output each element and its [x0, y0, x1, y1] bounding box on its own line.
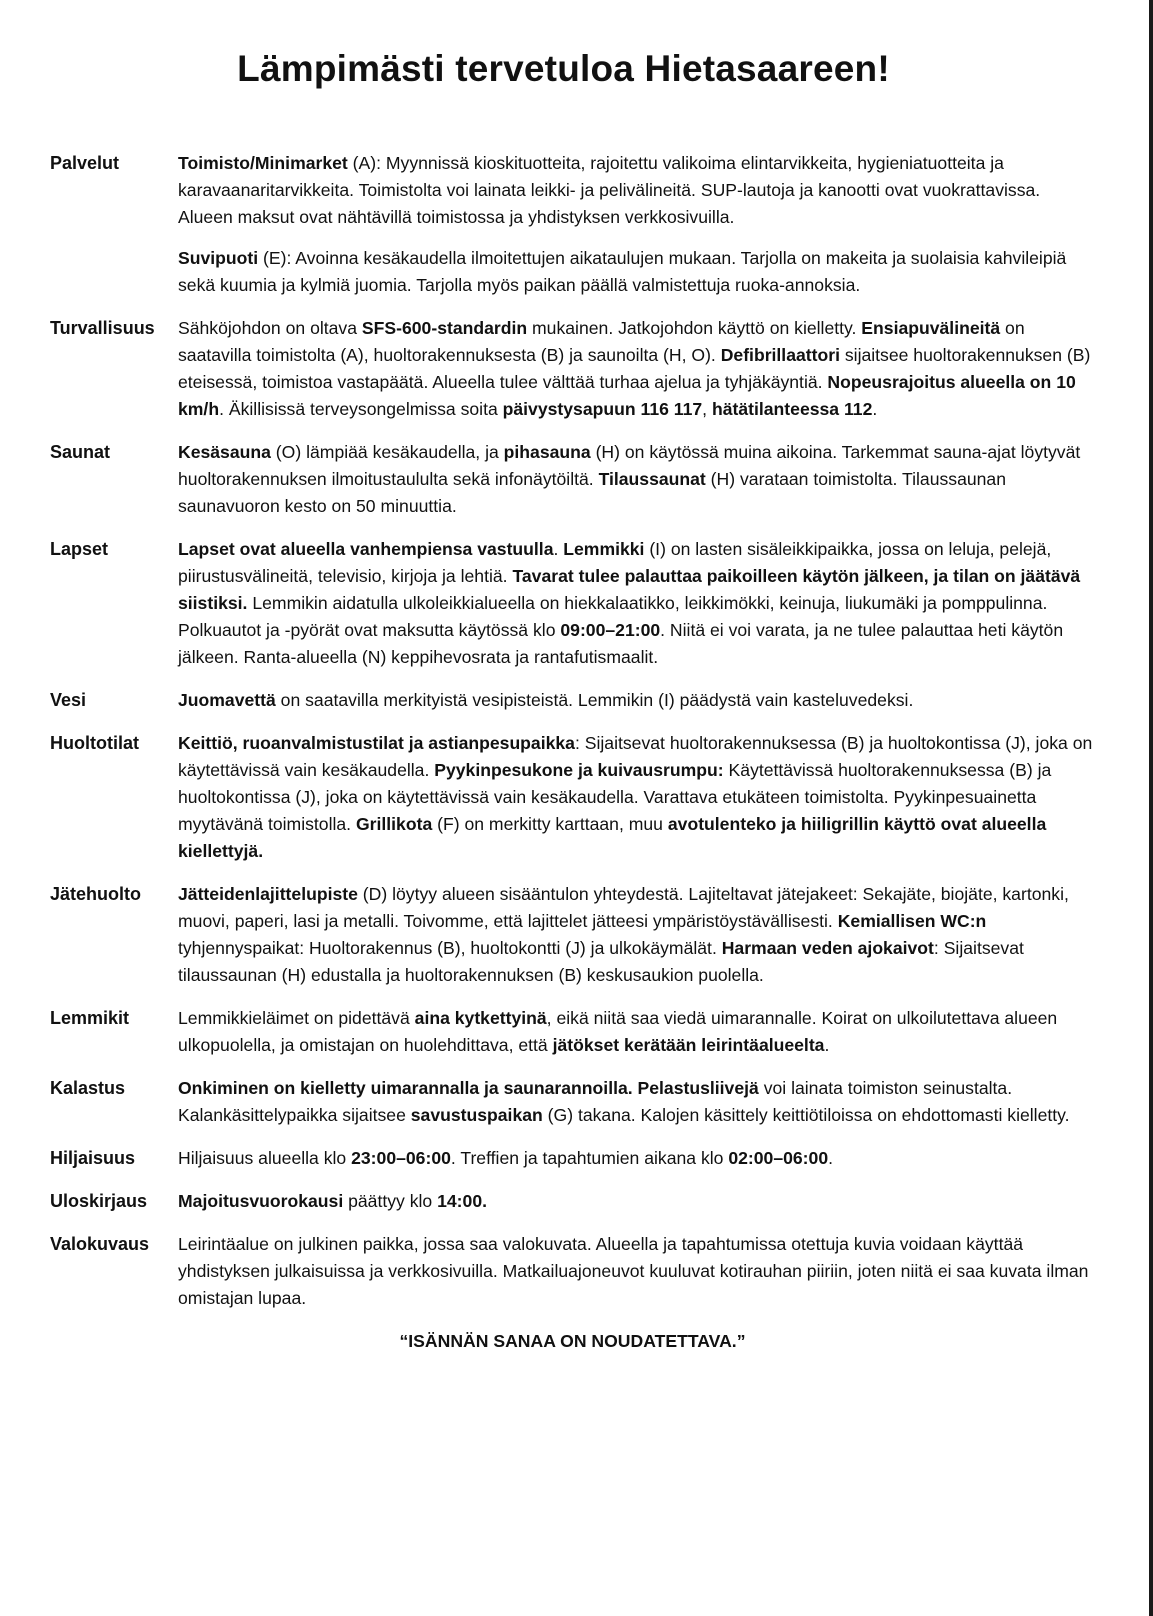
- bold-text: Keittiö, ruoanvalmistustilat ja astianpesupaikka: [178, 733, 575, 753]
- text-run: Lemmikin aidatulla ulkoleikkialueella on hiekkalaatikko, leikkimökki, keinuja, liukumäki ja pomppulinna. Polkuautot ja -pyörät ovat maksutta käytössä klo: [178, 593, 1048, 640]
- rule-section: [50, 315, 1095, 423]
- text-run: .: [828, 1148, 833, 1168]
- section-body: [178, 1231, 1095, 1312]
- rule-section: [50, 730, 1095, 865]
- bold-text: Harmaan veden ajokaivot: [721, 938, 934, 958]
- text-run: mukainen. Jatkojohdon käyttö on kielletty.: [527, 318, 862, 338]
- bold-text: 09:00–21:00: [560, 620, 661, 640]
- section-body: [178, 730, 1095, 865]
- rule-section: [50, 1231, 1095, 1312]
- text-run: (I) on lasten sisäleikkipaikka, jossa on leluja, pelejä, piirustusvälineitä, televisio, kirjoja ja lehtiä.: [178, 539, 1052, 586]
- section-body: [178, 687, 1095, 714]
- section-label: Lemmikit: [50, 1008, 130, 1028]
- section-label: Lapset: [50, 539, 109, 559]
- rule-section: [50, 1145, 1095, 1172]
- section-label: Palvelut: [50, 153, 120, 173]
- page-title: Lämpimästi tervetuloa Hietasaareen!: [237, 48, 890, 89]
- bold-text: Lapset ovat alueella vanhempiensa vastuulla: [178, 539, 554, 559]
- rule-section: [50, 1005, 1095, 1059]
- section-label: Jätehuolto: [50, 884, 142, 904]
- text-run: Hiljaisuus alueella klo: [178, 1148, 352, 1168]
- text-run: (D) löytyy alueen sisääntulon yhteydestä. Lajiteltavat jätejakeet: Sekajäte, biojäte, kartonki, muovi, paperi, lasi ja metalli. Toivomme, että lajittelet jätteesi ympäristöystävällisesti.: [178, 884, 1069, 931]
- bold-text: Juomavettä: [178, 690, 276, 710]
- section-body: [178, 1075, 1095, 1129]
- bold-text: Tilaussaunat: [598, 469, 706, 489]
- text-run: (H) varataan toimistolta. Tilaussaunan saunavuoron kesto on 50 minuuttia.: [178, 469, 1007, 516]
- text-run: Leirintäalue on julkinen paikka, jossa saa valokuvata. Alueella ja tapahtumissa otettuja kuvia voidaan käyttää yhdistyksen julkaisuissa ja verkkosivuilla. Matkailuajoneuvot kuuluvat kotirauhan piiriin, joten niitä ei saa kuvata ilman omistajan lupaa.: [178, 1234, 1089, 1308]
- bold-text: avotulenteko ja hiiligrillin käyttö ovat alueella kiellettyjä.: [178, 814, 1047, 861]
- bold-text: Grillikota: [355, 814, 433, 834]
- section-label: Hiljaisuus: [50, 1148, 136, 1168]
- section-body: [178, 881, 1095, 989]
- rule-section: [50, 1075, 1095, 1129]
- section-body: [178, 536, 1095, 671]
- section-label: Saunat: [50, 442, 111, 462]
- section-body: [178, 439, 1095, 520]
- text-run: Lemmikkieläimet on pidettävä: [178, 1008, 415, 1028]
- bold-text: Nopeusrajoitus alueella on 10 km/h: [178, 372, 1076, 419]
- section-label: Uloskirjaus: [50, 1191, 148, 1211]
- bold-text: SFS-600-standardin: [361, 318, 528, 338]
- bold-text: Ensiapuvälineitä: [861, 318, 1001, 338]
- section-paragraph: [178, 1188, 1095, 1215]
- rule-section: [50, 1188, 1095, 1215]
- section-paragraph: [178, 1005, 1095, 1059]
- bold-text: savustuspaikan: [410, 1105, 543, 1125]
- page-edge-divider: [1149, 0, 1153, 1616]
- section-paragraph: [178, 1145, 1095, 1172]
- text-run: .: [872, 399, 878, 419]
- section-body: [178, 150, 1095, 299]
- bold-text: Toimisto/Minimarket: [178, 153, 348, 173]
- section-label: Valokuvaus: [50, 1234, 150, 1254]
- section-paragraph: [178, 439, 1095, 520]
- bold-text: Pyykinpesukone ja kuivausrumpu:: [434, 760, 724, 780]
- section-paragraph: [178, 150, 1095, 231]
- text-run: voi lainata toimiston seinustalta. Kalankäsittelypaikka sijaitsee: [178, 1078, 1013, 1125]
- section-label: Huoltotilat: [50, 733, 139, 753]
- section-body: [178, 315, 1095, 423]
- section-label: Turvallisuus: [50, 318, 155, 338]
- section-paragraph: [178, 536, 1095, 671]
- section-label: Kalastus: [50, 1078, 126, 1098]
- bold-text: Majoitusvuorokausi: [178, 1191, 344, 1211]
- bold-text: 23:00–06:00: [351, 1148, 451, 1168]
- text-run: ,: [702, 399, 712, 419]
- text-run: Käytettävissä huoltorakennuksessa (B) ja huoltokontissa (J), joka on käytettävissä vain kesäkaudella. Varattava etukäteen toimistolta. Pyykinpesuainetta myytävänä toimistolla.: [178, 760, 1052, 834]
- bold-text: Tavarat tulee palauttaa paikoilleen käytön jälkeen, ja tilan on jäätävä siistiksi.: [178, 566, 1081, 613]
- bold-text: jätökset kerätään leirintäalueelta: [552, 1035, 825, 1055]
- closing-quote: “ISÄNNÄN SANAA ON NOUDATETTAVA.”: [399, 1331, 746, 1351]
- section-paragraph: [178, 687, 1095, 714]
- bold-text: Suvipuoti: [178, 248, 259, 268]
- text-run: päättyy klo: [343, 1191, 438, 1211]
- rule-section: [50, 687, 1095, 714]
- text-run: . Äkillisissä terveysongelmissa soita: [219, 399, 503, 419]
- rule-section: [50, 536, 1095, 671]
- text-run: on saatavilla merkityistä vesipisteistä. Lemmikin (I) päädystä vain kasteluvedeksi.: [275, 690, 914, 710]
- bold-text: aina kytkettyinä: [414, 1008, 547, 1028]
- bold-text: Defibrillaattori: [720, 345, 840, 365]
- bold-text: Kemiallisen WC:n: [837, 911, 987, 931]
- bold-text: 14:00.: [437, 1191, 487, 1211]
- section-paragraph: [178, 881, 1095, 989]
- section-paragraph: [178, 315, 1095, 423]
- section-paragraph: [178, 245, 1095, 299]
- text-run: Sähköjohdon on oltava: [178, 318, 362, 338]
- rule-section: [50, 439, 1095, 520]
- section-body: [178, 1188, 1095, 1215]
- section-paragraph: [178, 1075, 1095, 1129]
- text-run: (E): Avoinna kesäkaudella ilmoitettujen aikataulujen mukaan. Tarjolla on makeita ja suolaisia kahvileipiä sekä kuumia ja kylmiä juomia. Tarjolla myös paikan päällä valmistettuja ruoka-annoksia.: [178, 248, 1067, 295]
- rule-section: [50, 150, 1095, 299]
- section-paragraph: [178, 730, 1095, 865]
- text-run: .: [553, 539, 564, 559]
- text-run: . Treffien ja tapahtumien aikana klo: [450, 1148, 729, 1168]
- section-body: [178, 1145, 1095, 1172]
- section-label: Vesi: [50, 690, 87, 710]
- text-run: tyhjennyspaikat: Huoltorakennus (B), huoltokontti (J) ja ulkokäymälät.: [178, 938, 722, 958]
- rules-list: [50, 150, 1095, 1355]
- text-run: . Niitä ei voi varata, ja ne tulee palauttaa heti käytön jälkeen. Ranta-alueella (N) keppihevosrata ja rantafutismaalit.: [178, 620, 1064, 667]
- text-run: sijaitsee huoltorakennuksen (B) eteisessä, toimistoa vastapäätä. Alueella tulee välttää turhaa ajelua ja tyhjäkäyntiä.: [178, 345, 1091, 392]
- bold-text: pihasauna: [503, 442, 591, 462]
- text-run: on saatavilla toimistolta (A), huoltorakennuksesta (B) ja saunoilta (H, O).: [178, 318, 1025, 365]
- bold-text: Lemmikki: [563, 539, 645, 559]
- text-run: : Sijaitsevat huoltorakennuksessa (B) ja huoltokontissa (J), joka on käytettävissä vain kesäkaudella.: [178, 733, 1093, 780]
- section-paragraph: [178, 1231, 1095, 1312]
- bold-text: 02:00–06:00: [728, 1148, 829, 1168]
- bold-text: hätätilanteessa 112: [711, 399, 873, 419]
- bold-text: Jätteidenlajittelupiste: [178, 884, 358, 904]
- text-run: (H) on käytössä muina aikoina. Tarkemmat sauna-ajat löytyvät huoltorakennuksen ilmoitustaululta sekä infonäytöiltä.: [178, 442, 1081, 489]
- section-body: [178, 1005, 1095, 1059]
- text-run: .: [824, 1035, 830, 1055]
- bold-text: Onkiminen on kielletty uimarannalla ja saunarannoilla. Pelastusliivejä: [178, 1078, 759, 1098]
- text-run: : Sijaitsevat tilaussaunan (H) edustalla ja huoltorakennuksen (B) keskusaukion puolella.: [178, 938, 1024, 985]
- text-run: (O) lämpiää kesäkaudella, ja: [270, 442, 504, 462]
- bold-text: päivystysapuun 116 117: [502, 399, 703, 419]
- text-run: (A): Myynnissä kioskituotteita, rajoitettu valikoima elintarvikkeita, hygieniatuotteita ja karavaanaritarvikkeita. Toimistolta voi lainata leikki- ja pelivälineitä. SUP-lautoja ja kanootti ovat vuokrattavissa. Alueen maksut ovat nähtävillä toimistossa ja yhdistyksen verkkosivuilla.: [178, 153, 1041, 227]
- text-run: (F) on merkitty karttaan, muu: [432, 814, 668, 834]
- text-run: (G) takana. Kalojen käsittely keittiötiloissa on ehdottomasti kielletty.: [542, 1105, 1070, 1125]
- text-run: , eikä niitä saa viedä uimarannalle. Koirat on ulkoilutettava alueen ulkopuolella, ja omistajan on huolehdittava, että: [178, 1008, 1058, 1055]
- bold-text: Kesäsauna: [178, 442, 271, 462]
- rule-section: [50, 881, 1095, 989]
